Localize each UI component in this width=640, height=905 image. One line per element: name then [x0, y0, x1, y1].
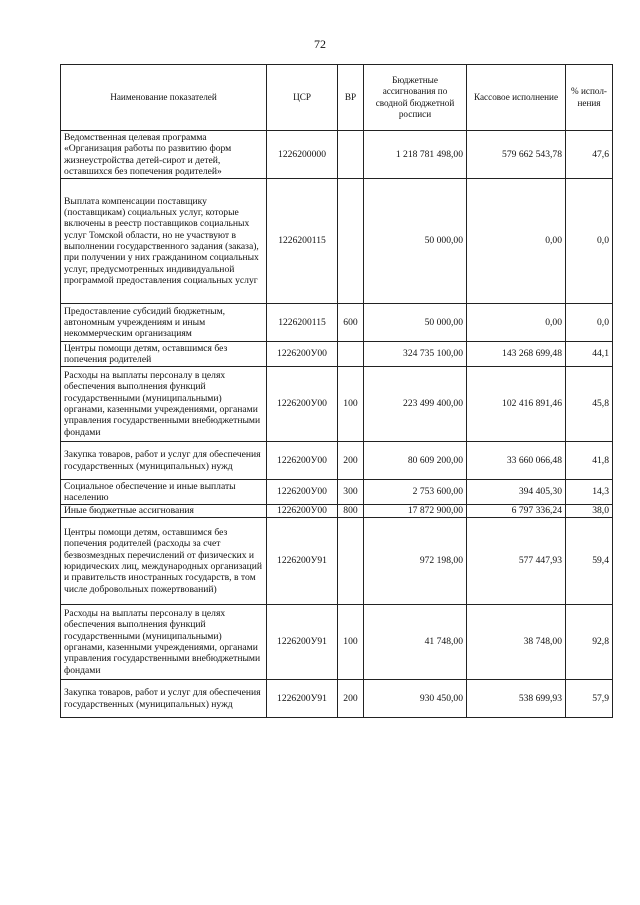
row-vr: [338, 518, 364, 605]
table-row: [61, 680, 613, 718]
row-csr: 1226200115: [267, 304, 338, 342]
row-cash-execution: 394 405,30: [467, 480, 566, 505]
row-csr: 1226200У00: [267, 442, 338, 480]
col-header-csr: ЦСР: [267, 65, 338, 131]
row-assignments: 324 735 100,00: [364, 342, 467, 367]
row-cash-execution: 579 662 543,78: [467, 131, 566, 179]
row-name: Предоставление субсидий бюджетным, автономным учреждениям и иным некоммерческим организациям: [61, 304, 267, 342]
row-cash-execution: 33 660 066,48: [467, 442, 566, 480]
row-cash-execution: 0,00: [467, 179, 566, 304]
row-vr: 100: [338, 367, 364, 442]
row-csr: 1226200У91: [267, 680, 338, 718]
row-vr: [338, 342, 364, 367]
table-row: [61, 179, 613, 304]
row-vr: 600: [338, 304, 364, 342]
col-header-name: Наименование показателей: [61, 65, 267, 131]
budget-table: [60, 64, 613, 718]
row-assignments: 41 748,00: [364, 605, 467, 680]
row-vr: [338, 179, 364, 304]
row-cash-execution: 6 797 336,24: [467, 505, 566, 518]
row-vr: 100: [338, 605, 364, 680]
row-csr: 1226200У00: [267, 367, 338, 442]
table-row: [61, 518, 613, 605]
row-name: Закупка товаров, работ и услуг для обеспечения государственных (муниципальных) нужд: [61, 680, 267, 718]
col-header-cash-execution: Кассовое исполнение: [467, 65, 566, 131]
row-assignments: 2 753 600,00: [364, 480, 467, 505]
col-header-vr: ВР: [338, 65, 364, 131]
row-cash-execution: 577 447,93: [467, 518, 566, 605]
header-row: [61, 65, 613, 131]
row-assignments: 50 000,00: [364, 179, 467, 304]
row-percent: 0,0: [566, 179, 613, 304]
row-name: Социальное обеспечение и иные выплаты населению: [61, 480, 267, 505]
row-percent: 45,8: [566, 367, 613, 442]
row-assignments: 930 450,00: [364, 680, 467, 718]
row-name: Иные бюджетные ассигнования: [61, 505, 267, 518]
row-name: Ведомственная целевая программа «Организация работы по развитию форм жизнеустройства детей-сирот и детей, оставшихся без попечения родителей»: [61, 131, 267, 179]
row-assignments: 972 198,00: [364, 518, 467, 605]
row-assignments: 223 499 400,00: [364, 367, 467, 442]
row-csr: 1226200115: [267, 179, 338, 304]
row-name: Центры помощи детям, оставшимся без попечения родителей: [61, 342, 267, 367]
table-row: [61, 605, 613, 680]
row-name: Выплата компенсации поставщику (поставщикам) социальных услуг, которые включены в реестр поставщиков социальных услуг Томской области, но не участвуют в выполнении государственного задания (заказа), при получении у них гражданином социальных услуг, предусмотренных индивидуальной программой предоставления социальных услуг: [61, 179, 267, 304]
row-csr: 1226200У91: [267, 605, 338, 680]
row-csr: 1226200У91: [267, 518, 338, 605]
row-csr: 1226200000: [267, 131, 338, 179]
row-percent: 47,6: [566, 131, 613, 179]
table-row: [61, 131, 613, 179]
row-cash-execution: 38 748,00: [467, 605, 566, 680]
table-row: [61, 342, 613, 367]
table-row: [61, 304, 613, 342]
col-header-percent: % испол-нения: [566, 65, 613, 131]
row-percent: 38,0: [566, 505, 613, 518]
row-vr: [338, 131, 364, 179]
row-cash-execution: 538 699,93: [467, 680, 566, 718]
row-cash-execution: 143 268 699,48: [467, 342, 566, 367]
row-vr: 200: [338, 680, 364, 718]
row-vr: 300: [338, 480, 364, 505]
table-row: [61, 480, 613, 505]
table-row: [61, 442, 613, 480]
row-assignments: 80 609 200,00: [364, 442, 467, 480]
row-percent: 92,8: [566, 605, 613, 680]
row-percent: 41,8: [566, 442, 613, 480]
col-header-assignments: Бюджетные ассигнования по сводной бюджетной росписи: [364, 65, 467, 131]
row-cash-execution: 0,00: [467, 304, 566, 342]
row-cash-execution: 102 416 891,46: [467, 367, 566, 442]
row-percent: 44,1: [566, 342, 613, 367]
row-percent: 57,9: [566, 680, 613, 718]
row-name: Центры помощи детям, оставшимся без попечения родителей (расходы за счет безвозмездных перечислений от физических и юридических лиц, международных организаций и правительств иностранных государств, в том числе добровольных пожертвований): [61, 518, 267, 605]
row-percent: 59,4: [566, 518, 613, 605]
row-name: Расходы на выплаты персоналу в целях обеспечения выполнения функций государственными (муниципальными) органами, казенными учреждениями, органами управления государственными внебюджетными фондами: [61, 605, 267, 680]
row-name: Расходы на выплаты персоналу в целях обеспечения выполнения функций государственными (муниципальными) органами, казенными учреждениями, органами управления государственными внебюджетными фондами: [61, 367, 267, 442]
table-row: [61, 505, 613, 518]
row-assignments: 1 218 781 498,00: [364, 131, 467, 179]
row-name: Закупка товаров, работ и услуг для обеспечения государственных (муниципальных) нужд: [61, 442, 267, 480]
row-percent: 0,0: [566, 304, 613, 342]
row-vr: 800: [338, 505, 364, 518]
table-row: [61, 367, 613, 442]
page-number: 72: [314, 37, 326, 51]
row-csr: 1226200У00: [267, 480, 338, 505]
row-csr: 1226200У00: [267, 505, 338, 518]
row-vr: 200: [338, 442, 364, 480]
row-csr: 1226200У00: [267, 342, 338, 367]
row-assignments: 50 000,00: [364, 304, 467, 342]
row-percent: 14,3: [566, 480, 613, 505]
row-assignments: 17 872 900,00: [364, 505, 467, 518]
